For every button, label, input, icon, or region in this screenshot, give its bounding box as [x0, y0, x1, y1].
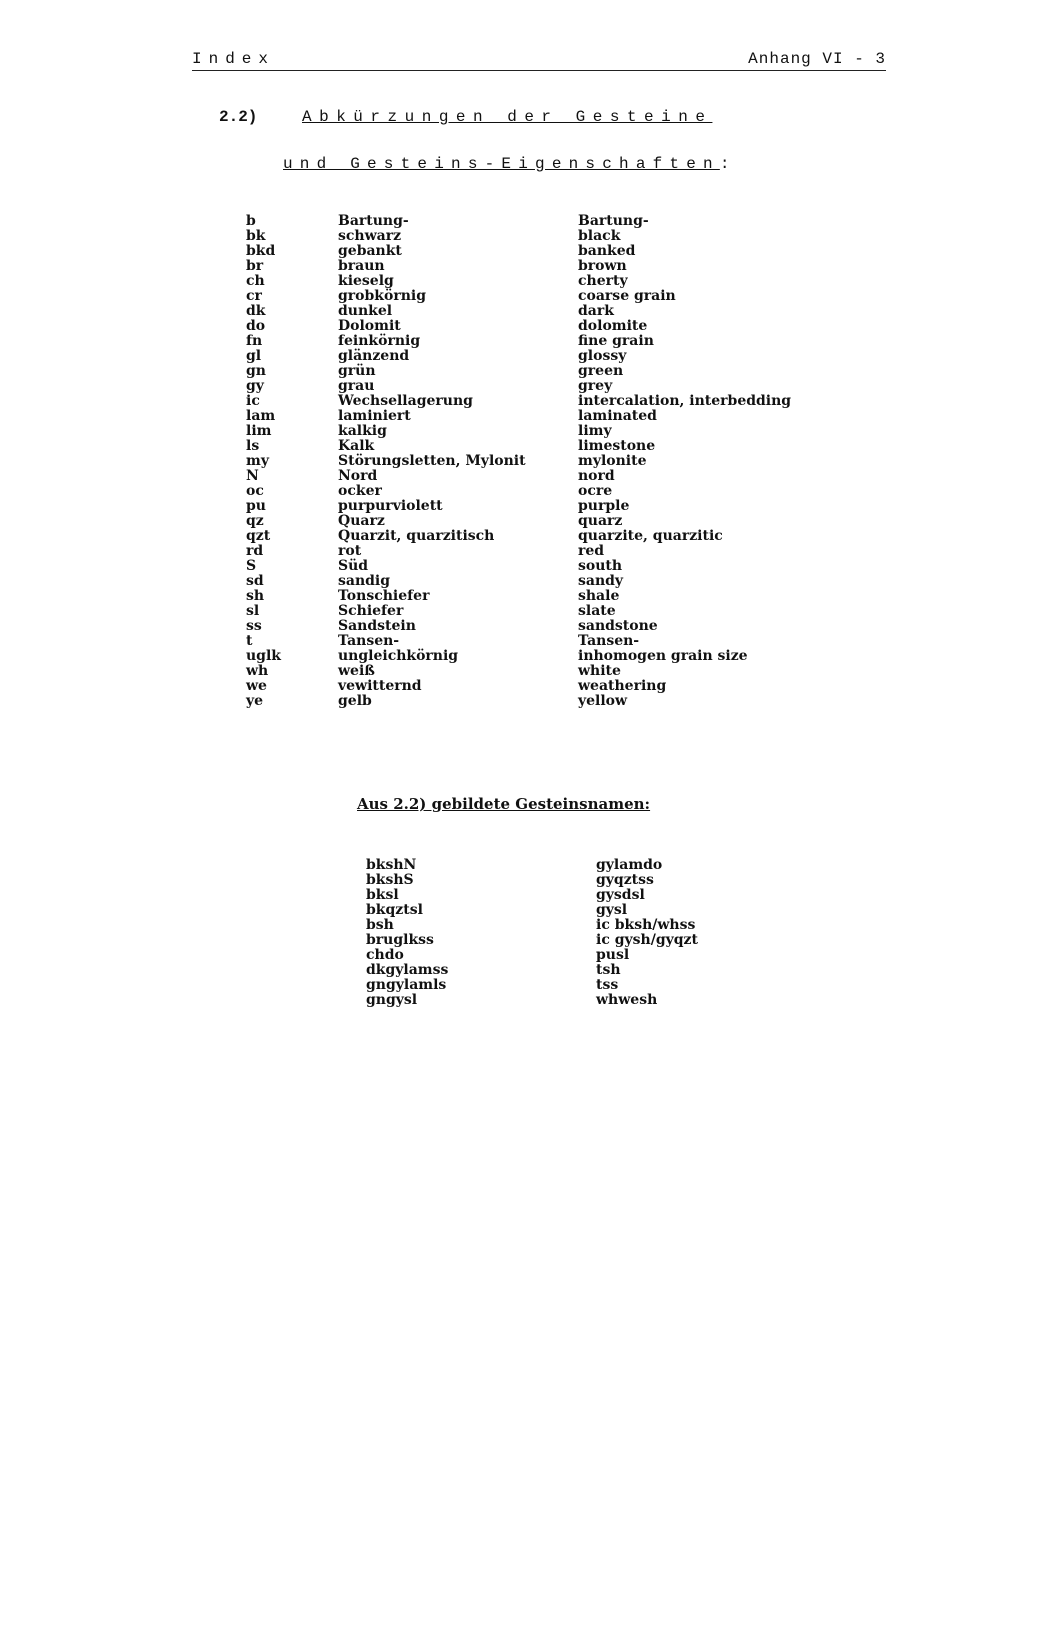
abbreviation-english: green: [578, 363, 624, 379]
abbreviation-english: yellow: [578, 693, 628, 709]
abbreviation-english: limy: [578, 423, 612, 439]
abbreviation-code: br: [246, 258, 264, 274]
abbreviation-german: feinkörnig: [338, 333, 421, 349]
abbreviation-german: braun: [338, 258, 385, 274]
abbreviation-code: qz: [246, 513, 264, 529]
abbreviation-english: laminated: [578, 408, 657, 424]
abbreviation-german: weiß: [338, 663, 375, 679]
header-page-label: Anhang VI - 3: [748, 50, 886, 68]
abbreviation-english: shale: [578, 588, 620, 604]
abbreviation-row: [246, 529, 791, 544]
abbreviation-row: [246, 229, 791, 244]
abbreviation-german: vewitternd: [338, 678, 422, 694]
rock-names-title: Aus 2.2) gebildete Gesteinsnamen:: [357, 795, 651, 813]
abbreviation-row: [246, 604, 791, 619]
abbreviation-german: Bartung-: [338, 213, 409, 229]
rock-name-item: bkshS: [366, 872, 414, 888]
abbreviation-code: sl: [246, 603, 260, 619]
abbreviation-german: Dolomit: [338, 318, 401, 334]
abbreviation-english: dark: [578, 303, 614, 319]
abbreviation-english: weathering: [578, 678, 667, 694]
abbreviation-code: b: [246, 213, 256, 229]
abbreviation-german: kieselg: [338, 273, 394, 289]
abbreviation-row: [246, 244, 791, 259]
rock-name-item: ic bksh/whss: [596, 917, 696, 933]
abbreviation-row: [246, 589, 791, 604]
abbreviation-row: [246, 349, 791, 364]
abbreviation-code: t: [246, 633, 253, 649]
abbreviation-german: Schiefer: [338, 603, 404, 619]
abbreviation-german: Quarz: [338, 513, 385, 529]
abbreviation-row: [246, 319, 791, 334]
abbreviation-code: sh: [246, 588, 265, 604]
abbreviation-code: dk: [246, 303, 266, 319]
abbreviation-row: [246, 454, 791, 469]
abbreviation-row: [246, 409, 791, 424]
rock-name-item: gylamdo: [596, 857, 663, 873]
abbreviation-row: [246, 634, 791, 649]
rock-name-item: tss: [596, 977, 619, 993]
section-title-line1: Abkürzungen der Gesteine: [302, 108, 713, 126]
abbreviation-code: gl: [246, 348, 262, 364]
abbreviation-german: Wechsellagerung: [338, 393, 473, 409]
abbreviation-english: quarzite, quarzitic: [578, 528, 723, 544]
rock-name-item: gysl: [596, 902, 628, 918]
abbreviation-code: ss: [246, 618, 262, 634]
page-header: [192, 50, 886, 71]
abbreviation-row: [246, 619, 791, 634]
abbreviation-code: bk: [246, 228, 266, 244]
abbreviation-english: sandstone: [578, 618, 658, 634]
rock-name-item: tsh: [596, 962, 621, 978]
abbreviation-english: intercalation, interbedding: [578, 393, 792, 409]
rock-name-item: bruglkss: [366, 932, 434, 948]
abbreviation-code: my: [246, 453, 269, 469]
abbreviation-german: purpurviolett: [338, 498, 443, 514]
abbreviation-row: [246, 469, 791, 484]
abbreviation-code: we: [246, 678, 267, 694]
section-title-line2: [283, 155, 737, 173]
abbreviation-code: ls: [246, 438, 260, 454]
rock-name-item: whwesh: [596, 992, 658, 1008]
abbreviation-code: lim: [246, 423, 272, 439]
abbreviation-german: Kalk: [338, 438, 375, 454]
abbreviation-english: grey: [578, 378, 613, 394]
abbreviation-row: [246, 574, 791, 589]
abbreviation-german: Süd: [338, 558, 369, 574]
abbreviation-english: glossy: [578, 348, 627, 364]
abbreviation-english: coarse grain: [578, 288, 676, 304]
abbreviation-english: banked: [578, 243, 636, 259]
abbreviation-english: dolomite: [578, 318, 648, 334]
abbreviation-german: rot: [338, 543, 362, 559]
section-title-line2-text: und Gesteins-Eigenschaften: [283, 155, 720, 173]
abbreviation-code: fn: [246, 333, 263, 349]
section-number: 2.2): [219, 108, 258, 126]
abbreviation-english: white: [578, 663, 621, 679]
rock-name-item: chdo: [366, 947, 404, 963]
abbreviation-row: [246, 379, 791, 394]
abbreviation-german: ungleichkörnig: [338, 648, 459, 664]
abbreviation-code: gn: [246, 363, 266, 379]
rock-name-item: pusl: [596, 947, 630, 963]
abbreviation-english: slate: [578, 603, 616, 619]
abbreviation-row: [246, 289, 791, 304]
abbreviation-code: S: [246, 558, 257, 574]
abbreviation-german: Quarzit, quarzitisch: [338, 528, 495, 544]
abbreviation-german: schwarz: [338, 228, 402, 244]
abbreviation-code: gy: [246, 378, 264, 394]
abbreviation-english: purple: [578, 498, 630, 514]
abbreviation-english: quarz: [578, 513, 623, 529]
abbreviation-german: Nord: [338, 468, 378, 484]
abbreviation-english: red: [578, 543, 605, 559]
abbreviation-code: ch: [246, 273, 265, 289]
abbreviation-row: [246, 559, 791, 574]
abbreviation-english: inhomogen grain size: [578, 648, 748, 664]
abbreviation-row: [246, 259, 791, 274]
abbreviation-german: ocker: [338, 483, 382, 499]
abbreviation-row: [246, 274, 791, 289]
rock-name-item: bsh: [366, 917, 394, 933]
abbreviation-row: [246, 334, 791, 349]
rock-name-item: bksl: [366, 887, 399, 903]
abbreviation-german: grobkörnig: [338, 288, 426, 304]
abbreviation-german: glänzend: [338, 348, 410, 364]
abbreviation-code: wh: [246, 663, 269, 679]
abbreviation-german: grün: [338, 363, 376, 379]
rock-name-item: bkqztsl: [366, 902, 423, 918]
abbreviation-german: Sandstein: [338, 618, 416, 634]
abbreviation-row: [246, 214, 791, 229]
abbreviation-english: mylonite: [578, 453, 647, 469]
rock-name-item: bkshN: [366, 857, 417, 873]
abbreviation-table: [246, 214, 791, 709]
abbreviation-code: uglk: [246, 648, 281, 664]
abbreviation-code: ic: [246, 393, 260, 409]
abbreviation-german: dunkel: [338, 303, 393, 319]
abbreviation-german: Tansen-: [338, 633, 400, 649]
abbreviation-german: kalkig: [338, 423, 387, 439]
abbreviation-row: [246, 649, 791, 664]
abbreviation-english: ocre: [578, 483, 613, 499]
rock-name-item: dkgylamss: [366, 962, 449, 978]
abbreviation-row: [246, 439, 791, 454]
abbreviation-row: [246, 514, 791, 529]
abbreviation-german: sandig: [338, 573, 391, 589]
header-index-label: Index: [192, 50, 276, 68]
abbreviation-german: gelb: [338, 693, 372, 709]
abbreviation-english: fine grain: [578, 333, 654, 349]
abbreviation-code: N: [246, 468, 259, 484]
abbreviation-english: nord: [578, 468, 615, 484]
abbreviation-german: grau: [338, 378, 375, 394]
abbreviation-row: [246, 394, 791, 409]
abbreviation-code: bkd: [246, 243, 276, 259]
abbreviation-row: [246, 499, 791, 514]
abbreviation-english: sandy: [578, 573, 624, 589]
section-title-line2-colon: :: [719, 155, 737, 173]
abbreviation-code: rd: [246, 543, 264, 559]
abbreviation-code: cr: [246, 288, 262, 304]
abbreviation-german: laminiert: [338, 408, 411, 424]
abbreviation-english: brown: [578, 258, 627, 274]
abbreviation-english: limestone: [578, 438, 656, 454]
abbreviation-row: [246, 544, 791, 559]
rock-name-item: gngysl: [366, 992, 418, 1008]
abbreviation-row: [246, 664, 791, 679]
rock-name-item: ic gysh/gyqzt: [596, 932, 698, 948]
abbreviation-row: [246, 424, 791, 439]
abbreviation-row: [246, 679, 791, 694]
abbreviation-code: ye: [246, 693, 264, 709]
abbreviation-code: qzt: [246, 528, 271, 544]
rock-name-item: gngylamls: [366, 977, 447, 993]
abbreviation-english: cherty: [578, 273, 628, 289]
rock-name-item: gyqztss: [596, 872, 654, 888]
abbreviation-code: oc: [246, 483, 264, 499]
abbreviation-english: black: [578, 228, 621, 244]
abbreviation-row: [246, 364, 791, 379]
abbreviation-code: lam: [246, 408, 276, 424]
abbreviation-german: Störungsletten, Mylonit: [338, 453, 526, 469]
abbreviation-german: gebankt: [338, 243, 402, 259]
abbreviation-row: [246, 304, 791, 319]
rock-name-item: gysdsl: [596, 887, 645, 903]
rock-names-right-column: [596, 858, 698, 1008]
abbreviation-code: do: [246, 318, 266, 334]
abbreviation-code: sd: [246, 573, 264, 589]
abbreviation-row: [246, 694, 791, 709]
abbreviation-code: pu: [246, 498, 266, 514]
abbreviation-english: south: [578, 558, 623, 574]
abbreviation-row: [246, 484, 791, 499]
abbreviation-english: Tansen-: [578, 633, 640, 649]
abbreviation-english: Bartung-: [578, 213, 649, 229]
abbreviation-german: Tonschiefer: [338, 588, 430, 604]
rock-names-left-column: [366, 858, 448, 1008]
